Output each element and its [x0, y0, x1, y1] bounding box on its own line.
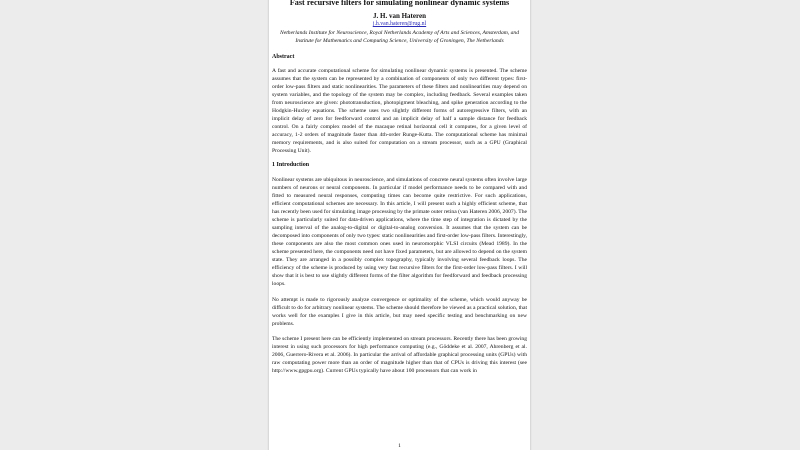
- introduction-heading: 1 Introduction: [272, 162, 310, 168]
- introduction-paragraph-2: No attempt is made to rigorously analyze convergence or optimality of the scheme, which would anyway be difficult to do for arbitrary nonlinear systems. The scheme should therefore be viewed as a practical solution, that works well for the examples I give in this article, but may need specific testing and benchmarking on new problems.: [272, 297, 527, 327]
- abstract-text: A fast and accurate computational scheme for simulating nonlinear dynamic systems is presented. The scheme assumes that the system can be represented by a combination of components of only two different types: first-order low-pass filters and static nonlinearities. The parameters of these filters and nonlinearities may depend on system variables, and the topology of the system may be complex, including feedback. Several examples taken from neuroscience are given: phototransduction, photopigment bleaching, and spike generation according to the Hodgkin-Huxley equations. The scheme uses two slightly different forms of autoregressive filters, with an implicit delay of zero for feedforward control and an implicit delay of half a sample distance for feedback control. On a fairly complex model of the macaque retinal horizontal cell it computes, for a given level of accuracy, 1-2 orders of magnitude faster than 4th-order Runge-Kutta. The computational scheme has minimal memory requirements, and is also suited for computation on a stream processor, such as a GPU (Graphical Processing Unit).: [272, 68, 527, 154]
- introduction-paragraph-3: The scheme I present here can be efficiently implemented on stream processors. Recently there has been growing interest in using such processors for high performance computing (e.g., Göddeke et al. 2007, Ahrenberg et al. 2006, Guerrero-Rivera et al. 2006). In particular the arrival of affordable graphical processing units (GPUs) with raw computating power more than an order of magnitude higher than that of CPUs is driving this interest (see http://www.gpgpu.org). Current GPUs typically have about 100 processors that can work in: [272, 336, 527, 374]
- author-name: J. H. van Hateren: [373, 12, 426, 20]
- author-email-link[interactable]: j.h.van.hateren@rug.nl: [372, 21, 427, 27]
- paper-title: Fast recursive filters for simulating nonlinear dynamic systems: [289, 0, 510, 7]
- introduction-paragraph-1: Nonlinear systems are ubiquitous in neuroscience, and simulations of concrete neural systems often involve large numbers of neurons or neural components. In particular if model performance needs to be compared with and fitted to measured neural responses, computing times can become quite restrictive. For such applications, efficient computational schemes are necessary. In this article, I will present such a highly efficient scheme, that has recently been used for simulating image processing by the primate outer retina (van Hateren 2006, 2007). The scheme is particularly suited for data-driven applications, where the time step of integration is dictated by the sampling interval of the analog-to-digital or digital-to-analog conversion. It assumes that the system can be decomposed into components of only two types: static nonlinearities and first-order low-pass filters. Interestingly, these components are also the most common ones used in neuromorphic VLSI circuits (Mead 1989). In the scheme presented here, the components need not have fixed parameters, but are allowed to depend on the system state. They are arranged in a possibly complex topography, typically involving several feedback loops. The efficiency of the scheme is produced by using very fast recursive filters for the first-order low-pass filters. I will show that it is best to use slightly different forms of the filter algorithm for feedforward and feedback processing loops.: [272, 177, 527, 287]
- abstract-heading: Abstract: [272, 54, 295, 60]
- pdf-page: [269, 0, 530, 450]
- page-content: [272, 0, 527, 375]
- author-affiliation: Netherlands Institute for Neuroscience, Royal Netherlands Academy of Arts and Sciences, Amsterdam, and Institute for Mathematics and Computing Science, University of Groningen, The Netherlands: [280, 30, 519, 44]
- page-number: 1: [398, 443, 401, 449]
